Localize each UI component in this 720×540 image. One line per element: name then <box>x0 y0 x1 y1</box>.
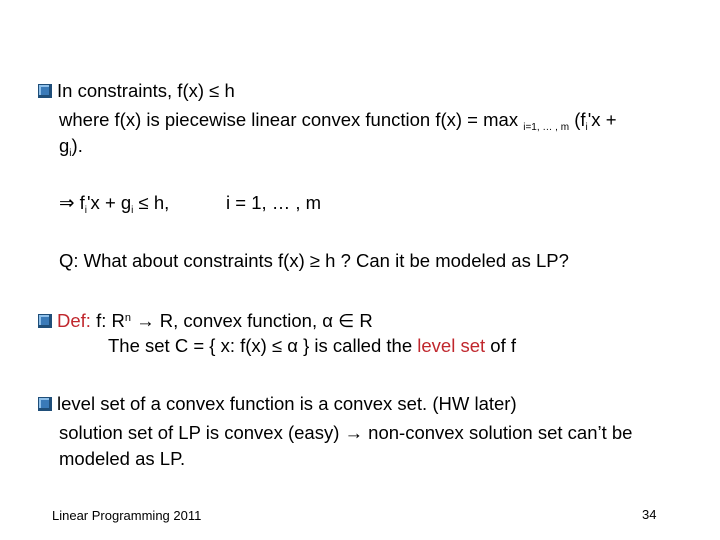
bullet-3-line-2: solution set of LP is convex (easy) → non-convex solution set can’t be <box>59 422 633 443</box>
definition-line-2: The set C = { x: f(x) ≤ α } is called the level set of f <box>108 335 516 356</box>
square-bullet-icon <box>38 84 52 98</box>
definition-line-1: Def: f: $R^n \to R$, convex function, α ∈ R <box>38 307 373 332</box>
page-number: 34 <box>642 507 657 522</box>
square-bullet-icon <box>38 397 52 411</box>
bullet-3-line-3: modeled as LP. <box>59 448 186 469</box>
bullet-3-line-1: level set of a convex function is a convex set. (HW later) <box>38 393 517 415</box>
implication-line: ⇒ $f_i'x + g_i \le h$, <box>59 192 170 216</box>
level-set-term: level set <box>417 335 486 356</box>
square-bullet-icon <box>38 314 52 328</box>
bullet-1-line-3: $g_i$). <box>59 135 83 159</box>
footer-course-title: Linear Programming 2011 <box>52 508 202 523</box>
question-line: Q: What about constraints f(x) ≥ h ? Can it be modeled as LP? <box>59 250 569 271</box>
definition-label: Def: <box>57 310 91 331</box>
implication-index-range: i = 1, … , m <box>226 192 322 213</box>
bullet-1-line-1: In constraints, f(x) ≤ h <box>38 80 235 102</box>
bullet-1-line-2: where f(x) is piecewise linear convex function f(x) = max $_{i=1, \dots , m}$ ($f_i'x$ + <box>59 109 617 133</box>
